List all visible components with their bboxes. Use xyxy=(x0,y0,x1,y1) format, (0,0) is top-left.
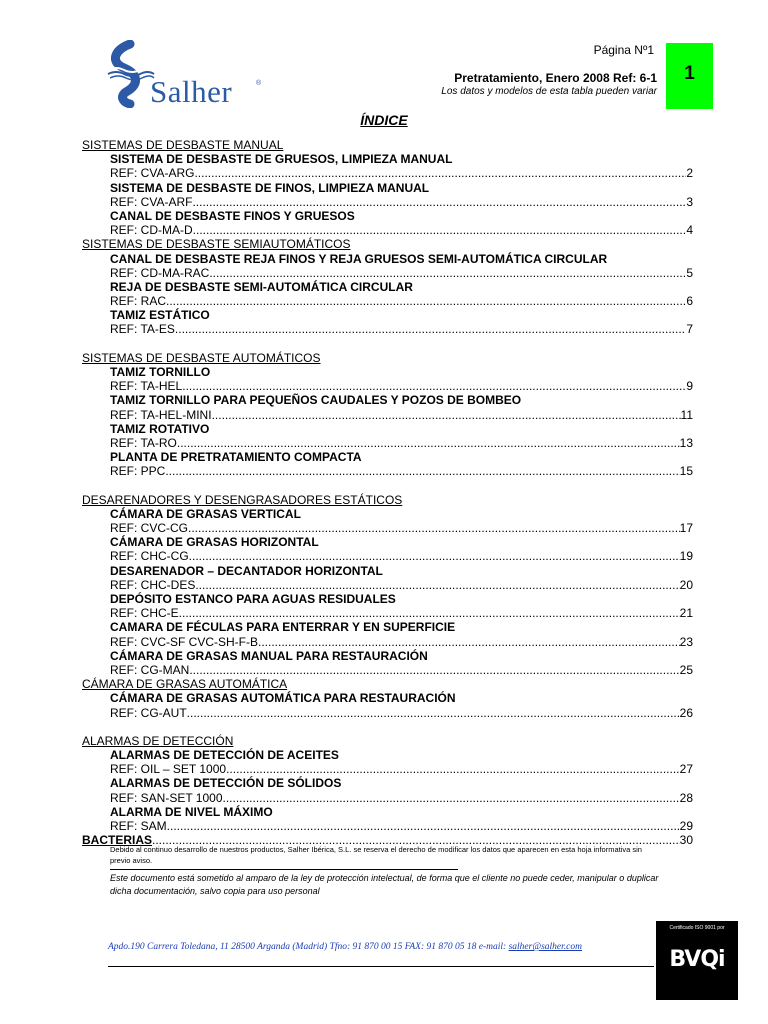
toc-item: CÁMARA DE GRASAS MANUAL PARA RESTAURACIÓN xyxy=(110,648,428,663)
table-of-contents xyxy=(82,138,693,847)
certification-label: Certificado ISO 9001 por xyxy=(669,925,725,931)
toc-item: TAMIZ TORNILLO xyxy=(110,365,211,379)
toc-item: CÁMARA DE GRASAS AUTOMÁTICA PARA RESTAURACIÓN xyxy=(110,691,456,706)
legal-notice: Este documento está sometido al amparo de la ley de protección intelectual, de forma que el cliente no puede ceder, manipular o duplicar dicha documentación, salvo copia para uso personal xyxy=(110,873,659,896)
toc-section: SISTEMAS DE DESBASTE MANUAL xyxy=(82,138,284,152)
toc-ref: REF: TA-HEL ..... 9 xyxy=(82,379,693,393)
toc-ref: REF: SAM ..... 29 xyxy=(82,819,693,833)
document-subtitle: Los datos y modelos de esta tabla pueden variar xyxy=(441,86,657,97)
index-heading: ÍNDICE xyxy=(360,112,408,128)
footer-divider xyxy=(108,966,654,967)
page-number-label: Página Nº1 xyxy=(593,43,654,57)
toc-item: CÁMARA DE GRASAS HORIZONTAL xyxy=(110,535,319,550)
footer-address: Apdo.190 Carrera Toledana, 11 28500 Arganda (Madrid) Tfno: 91 870 00 15 FAX: 91 870 05 18 e-mail: xyxy=(108,942,509,952)
toc-item: CAMARA DE FÉCULAS PARA ENTERRAR Y EN SUPERFICIE xyxy=(110,620,456,635)
toc-ref: REF: TA-ES ..... 7 xyxy=(82,322,693,336)
brand-name: Salher xyxy=(150,74,233,109)
toc-item: TAMIZ ESTÁTICO xyxy=(110,308,210,323)
toc-ref: REF: CD-MA-RAC ..... 5 xyxy=(82,266,693,280)
registered-mark: ® xyxy=(256,80,262,87)
toc-ref: REF: CVA-ARF ..... 3 xyxy=(82,195,693,209)
toc-item: CANAL DE DESBASTE REJA FINOS Y REJA GRUESOS SEMI-AUTOMÁTICA CIRCULAR xyxy=(110,251,608,266)
spacer xyxy=(82,337,693,351)
toc-ref: REF: CHC-E ..... 21 xyxy=(82,606,693,620)
toc-section: SISTEMAS DE DESBASTE AUTOMÁTICOS xyxy=(82,350,321,365)
toc-item: ALARMAS DE DETECCIÓN DE SÓLIDOS xyxy=(110,776,342,791)
toc-ref: REF: SAN-SET 1000 ..... 28 xyxy=(82,791,693,805)
toc-ref: REF: CVA-ARG ..... 2 xyxy=(82,166,693,180)
toc-ref: REF: TA-HEL-MINI ..... 11 xyxy=(82,408,693,422)
toc-item: SISTEMA DE DESBASTE DE FINOS, LIMPIEZA MANUAL xyxy=(110,180,430,195)
spacer xyxy=(82,720,693,734)
toc-item: CANAL DE DESBASTE FINOS Y GRUESOS xyxy=(110,208,355,223)
bvqi-logo: BVQi xyxy=(669,947,725,972)
footer-email-link[interactable]: salher@salher.com xyxy=(508,942,582,952)
spacer xyxy=(82,479,693,493)
toc-item: TAMIZ ROTATIVO xyxy=(110,421,210,436)
toc-item: PLANTA DE PRETRATAMIENTO COMPACTA xyxy=(110,450,362,465)
page-number-box-value: 1 xyxy=(684,63,695,84)
toc-section: DESARENADORES Y DESENGRASADORES ESTÁTICOS xyxy=(82,492,403,507)
toc-ref: REF: PPC ..... 15 xyxy=(82,464,693,478)
toc-section: SISTEMAS DE DESBASTE SEMIAUTOMÁTICOS xyxy=(82,237,351,252)
toc-bacterias: BACTERIAS ..... 30 xyxy=(82,833,693,847)
toc-ref: REF: CVC-CG ..... 17 xyxy=(82,521,693,535)
toc-ref: REF: TA-RO ..... 13 xyxy=(82,436,693,450)
toc-item: TAMIZ TORNILLO PARA PEQUEÑOS CAUDALES Y POZOS DE BOMBEO xyxy=(110,393,522,408)
toc-ref: REF: OIL – SET 1000 ..... 27 xyxy=(82,762,693,776)
toc-item: ALARMA DE NIVEL MÁXIMO xyxy=(110,804,273,819)
footer-contact xyxy=(108,942,668,952)
toc-ref: REF: CHC-DES ..... 20 xyxy=(82,578,693,592)
toc-ref: REF: RAC ..... 6 xyxy=(82,294,693,308)
toc-item: SISTEMA DE DESBASTE DE GRUESOS, LIMPIEZA MANUAL xyxy=(110,152,453,167)
toc-ref: REF: CD-MA-D ..... 4 xyxy=(82,223,693,237)
disclaimer-note: Debido al continuo desarrollo de nuestros productos, Salher Ibérica, S.L. se reserva el derecho de modificar los datos que aparecen en esta hoja informativa sin previo aviso. xyxy=(110,845,642,865)
divider xyxy=(110,869,458,870)
toc-item: DEPÓSITO ESTANCO PARA AGUAS RESIDUALES xyxy=(110,592,396,606)
toc-section: CÁMARA DE GRASAS AUTOMÁTICA xyxy=(82,677,288,692)
toc-item: DESARENADOR – DECANTADOR HORIZONTAL xyxy=(110,563,383,578)
toc-ref: REF: CVC-SF CVC-SH-F-B ..... 23 xyxy=(82,635,693,649)
toc-section: ALARMAS DE DETECCIÓN xyxy=(82,733,234,748)
salher-logo xyxy=(104,40,156,108)
toc-ref: REF: CG-MAN ..... 25 xyxy=(82,663,693,677)
toc-item: ALARMAS DE DETECCIÓN DE ACEITES xyxy=(110,748,339,763)
toc-ref: REF: CHC-CG ..... 19 xyxy=(82,549,693,563)
toc-item: CÁMARA DE GRASAS VERTICAL xyxy=(110,506,301,521)
toc-ref: REF: CG-AUT ..... 26 xyxy=(82,706,693,720)
toc-item: REJA DE DESBASTE SEMI-AUTOMÁTICA CIRCULAR xyxy=(110,279,413,294)
document-title: Pretratamiento, Enero 2008 Ref: 6-1 xyxy=(454,71,657,85)
